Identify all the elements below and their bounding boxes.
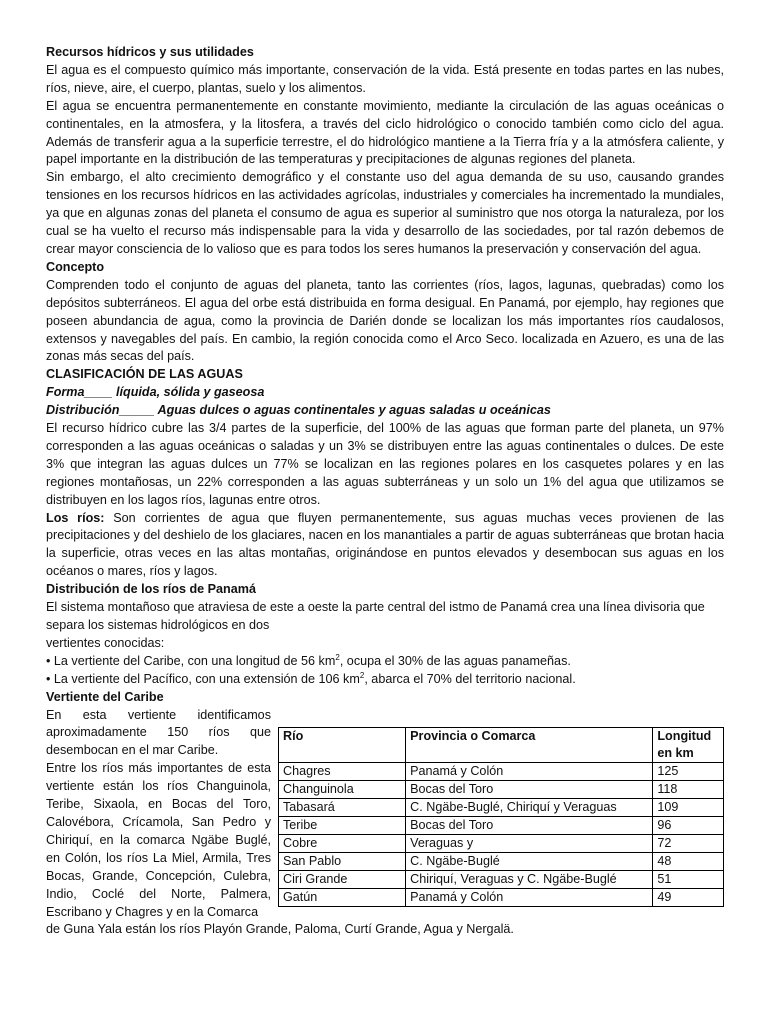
table-cell: 48 [653, 852, 724, 870]
rivers-table [278, 727, 724, 907]
table-header-row [279, 727, 724, 762]
paragraph: Comprenden todo el conjunto de aguas del planeta, tanto las corrientes (ríos, lagos, lagunas, quebradas) como los depósitos subterráneos. El agua del orbe está distribuida en forma desigual. En Panamá, por ejemplo, hay regiones que poseen abundancia de agua, como la provincia de Darién donde se localizan los más importantes ríos caudalosos, extensos y navegables del país. En cambio, la región conocida como el Arco Seco. localizada en Azuero, es una de las zonas más secas del país. [46, 277, 724, 364]
table-cell: Chagres [279, 762, 406, 780]
forma-line: Forma____ líquida, sólida y gaseosa [46, 385, 265, 400]
table-cell: 72 [653, 834, 724, 852]
table-cell: Tabasará [279, 798, 406, 816]
table-row [279, 852, 724, 870]
section-heading: Distribución de los ríos de Panamá [46, 582, 256, 597]
table-row [279, 870, 724, 888]
bullet-pacifico: • La vertiente del Pacífico, con una extensión de 106 $km^2$, abarca el 70% del territorio nacional. [46, 670, 576, 686]
table-cell: Veraguas y [406, 834, 653, 852]
paragraph: El agua es el compuesto químico más importante, conservación de la vida. Está presente en todas partes en las nubes, ríos, nieve, aire, el cuerpo, plantas, suelo y los alimentos. [46, 62, 724, 95]
table-cell: Bocas del Toro [406, 816, 653, 834]
section-heading: Vertiente del Caribe [46, 689, 164, 704]
paragraph: El agua se encuentra permanentemente en constante movimiento, mediante la circulación de las aguas oceánicas o continentales, en la atmosfera, y la litosfera, a través del ciclo hidrológico o conocido también como ciclo del agua. Además de transferir agua a la superficie terrestre, el do hidrológico mantiene a la Tierra fría y a la atmósfera caliente, y papel importante en la distribución de las temperaturas y precipitaciones de algunas regiones del planeta. [46, 98, 724, 167]
table-cell: Ciri Grande [279, 870, 406, 888]
bullet-caribe: • La vertiente del Caribe, con una longitud de 56 $km^2$, ocupa el 30% de las aguas panameñas. [46, 652, 571, 668]
rios-text: Son corrientes de agua que fluyen permanentemente, sus aguas muchas veces provienen de las precipitaciones y del deshielo de los glaciares, nacen en los manantiales a partir de aguas subterráneas que brotan hacia la superficie, otras veces en las altas montañas, originándose en puntos elevados y desembocan sus aguas en los océanos o mares, ríos y lagos. [46, 510, 724, 579]
paragraph: de Guna Yala están los ríos Playón Grande, Paloma, Curtí Grande, Agua y Nergalä. [46, 922, 514, 937]
header-cell: Río [279, 727, 406, 762]
table-cell: C. Ngäbe-Buglé [406, 852, 653, 870]
paragraph: Sin embargo, el alto crecimiento demográfico y el constante uso del agua demanda de su uso, causando grandes tensiones en los recursos hídricos en las actividades agrícolas, industriales y comerciales ha incrementado la mundiales, ya que en algunas zonas del planeta el consumo de agua es superior al suministro que nos otorga la naturaleza, por los cual se ha vuelto el recurso más indispensable para la vida y desarrollo de las sociedades, por tal razón debemos de crear mayor consciencia de lo valioso que es para todos los seres humanos la preservación y conservación del agua. [46, 170, 724, 256]
paragraph-rios [46, 510, 724, 582]
table-cell: 125 [653, 762, 724, 780]
caribe-text [46, 707, 271, 922]
table-cell: 49 [653, 888, 724, 906]
paragraph: El recurso hídrico cubre las 3/4 partes de la superficie, del 100% de las aguas que forman parte del planeta, un 97% corresponden a las aguas oceánicas o saladas y un 3% se distribuyen entre las aguas continentales o dulces. De este 3% que integran las aguas dulces un 77% se localizan en las regiones polares en los casquetes polares y en las regiones montañosas, un 22% corresponden a las aguas subterráneas y un solo un 1% del agua que utilizamos se distribuyen en los lagos ríos, lagunas entre otros. [46, 421, 724, 507]
rios-label: Los ríos: [46, 510, 105, 525]
table-cell: 118 [653, 780, 724, 798]
table-cell: C. Ngäbe-Buglé, Chiriquí y Veraguas [406, 798, 653, 816]
table-row [279, 798, 724, 816]
paragraph: vertientes conocidas: [46, 635, 165, 650]
header-cell: Provincia o Comarca [406, 727, 653, 762]
table-cell: Panamá y Colón [406, 762, 653, 780]
paragraph: El sistema montañoso que atraviesa de este a oeste la parte central del istmo de Panamá crea una línea divisoria que separa los sistemas hidrológicos en dos [46, 600, 705, 632]
table-row [279, 834, 724, 852]
table-cell: 109 [653, 798, 724, 816]
paragraph: Entre los ríos más importantes de esta vertiente están los ríos Changuinola, Teribe, Sixaola, en Bocas del Toro, Calovébora, Crícamola, San Pedro y Chiriquí, en la comarca Ngäbe Buglé, en Colón, los ríos La Miel, Armila, Tres Bocas, Grande, Concepción, Culebra, Indio, Coclé del Norte, Palmera, Escribano y Chagres y en la Comarca [46, 761, 271, 919]
table-cell: San Pablo [279, 852, 406, 870]
distribucion-line: Distribución_____ Aguas dulces o aguas continentales y aguas saladas u oceánicas [46, 403, 551, 418]
table-cell: Gatún [279, 888, 406, 906]
document-page [46, 44, 724, 939]
section-heading: Concepto [46, 259, 105, 274]
section-heading: CLASIFICACIÓN DE LAS AGUAS [46, 367, 243, 382]
table-cell: Chiriquí, Veraguas y C. Ngäbe-Buglé [406, 870, 653, 888]
table-row [279, 780, 724, 798]
table-cell: Bocas del Toro [406, 780, 653, 798]
table-row [279, 816, 724, 834]
table-row [279, 888, 724, 906]
header-cell: Longitud en km [653, 727, 724, 762]
caribe-section [46, 707, 724, 940]
table-cell: Cobre [279, 834, 406, 852]
table-cell: 96 [653, 816, 724, 834]
table-cell: Panamá y Colón [406, 888, 653, 906]
table-row [279, 762, 724, 780]
section-heading: Recursos hídricos y sus utilidades [46, 45, 254, 59]
table-cell: Changuinola [279, 780, 406, 798]
table-cell: 51 [653, 870, 724, 888]
table-cell: Teribe [279, 816, 406, 834]
paragraph: En esta vertiente identificamos aproximadamente 150 ríos que desembocan en el mar Caribe. [46, 707, 271, 758]
